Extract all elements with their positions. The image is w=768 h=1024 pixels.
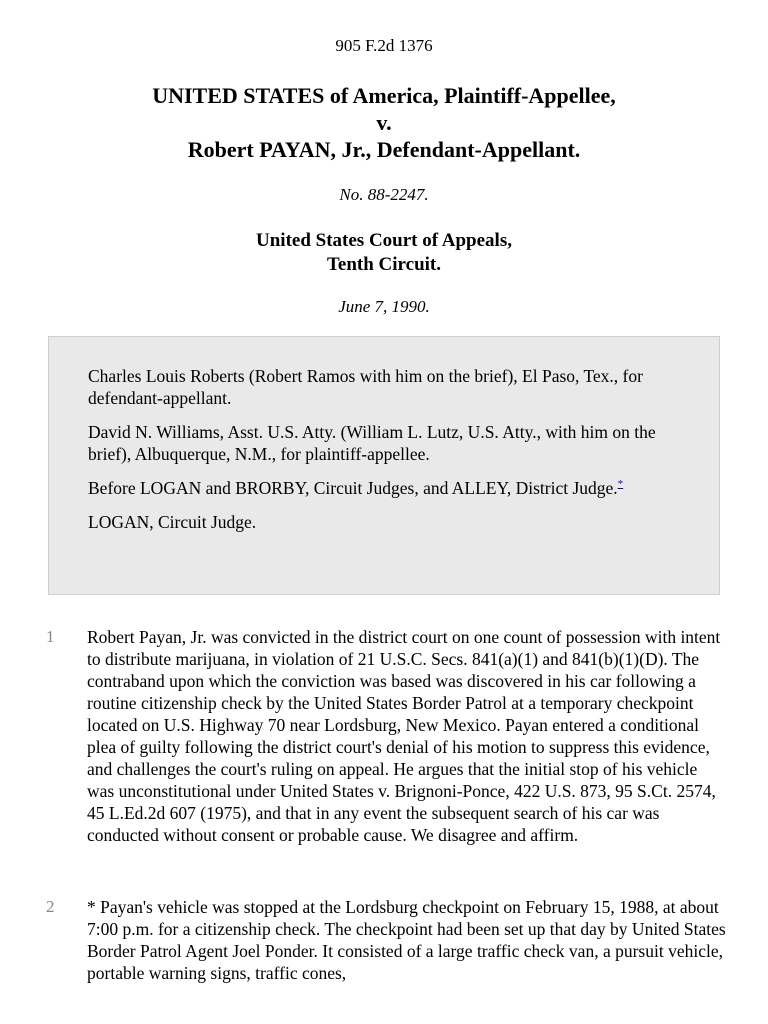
caption-plaintiff: UNITED STATES of America, Plaintiff-Appellee, xyxy=(152,83,616,108)
caption-versus: v. xyxy=(376,110,392,135)
docket-number: No. 88-2247. xyxy=(339,185,429,204)
footnote-link[interactable]: * xyxy=(617,478,624,491)
panel-judges xyxy=(88,477,679,499)
paragraph-text: Robert Payan, Jr. was convicted in the district court on one count of possession with intent to distribute marijuana, in violation of 21 U.S.C. Secs. 841(a)(1) and 841(b)(1)(D). The contraband upon which the conviction was based was discovered in his car following a routine citizenship check by the United States Border Patrol at a temporary checkpoint located on U.S. Highway 70 near Lordsburg, New Mexico. Payan entered a conditional plea of guilty following the district court's denial of his motion to suppress this evidence, and challenges the court's ruling on appeal. He argues that the initial stop of his vehicle was unconstitutional under United States v. Brignoni-Ponce, 422 U.S. 873, 95 S.Ct. 2574, 45 L.Ed.2d 607 (1975), and that in any event the subsequent search of his car was conducted without consent or probable cause. We disagree and affirm. xyxy=(87,627,721,845)
case-citation: 905 F.2d 1376 xyxy=(335,36,433,55)
court-name-line1: United States Court of Appeals, xyxy=(256,230,512,251)
case-caption xyxy=(0,82,768,163)
paragraph-number: 2 xyxy=(46,897,55,916)
paragraph-text: * Payan's vehicle was stopped at the Lordsburg checkpoint on February 15, 1988, at about 7:00 p.m. for a citizenship check. The checkpoint had been set up that day by United States Border Patrol Agent Joel Ponder. It consisted of a large traffic check van, a pursuit vehicle, portable warning signs, traffic cones, xyxy=(87,897,726,983)
court-name xyxy=(0,229,768,277)
counsel-box xyxy=(48,336,720,595)
paragraph-number: 1 xyxy=(46,627,55,646)
decision-date: June 7, 1990. xyxy=(338,297,430,316)
opinion-author: LOGAN, Circuit Judge. xyxy=(88,512,257,532)
caption-defendant: Robert PAYAN, Jr., Defendant-Appellant. xyxy=(187,137,581,162)
court-name-line2: Tenth Circuit. xyxy=(326,254,442,275)
defendant-counsel: Charles Louis Roberts (Robert Ramos with him on the brief), El Paso, Tex., for defendant-appellant. xyxy=(88,366,643,408)
plaintiff-counsel: David N. Williams, Asst. U.S. Atty. (William L. Lutz, U.S. Atty., with him on the brief), Albuquerque, N.M., for plaintiff-appellee. xyxy=(88,422,656,464)
panel-judges-text: Before LOGAN and BRORBY, Circuit Judges, and ALLEY, District Judge. xyxy=(88,478,618,498)
